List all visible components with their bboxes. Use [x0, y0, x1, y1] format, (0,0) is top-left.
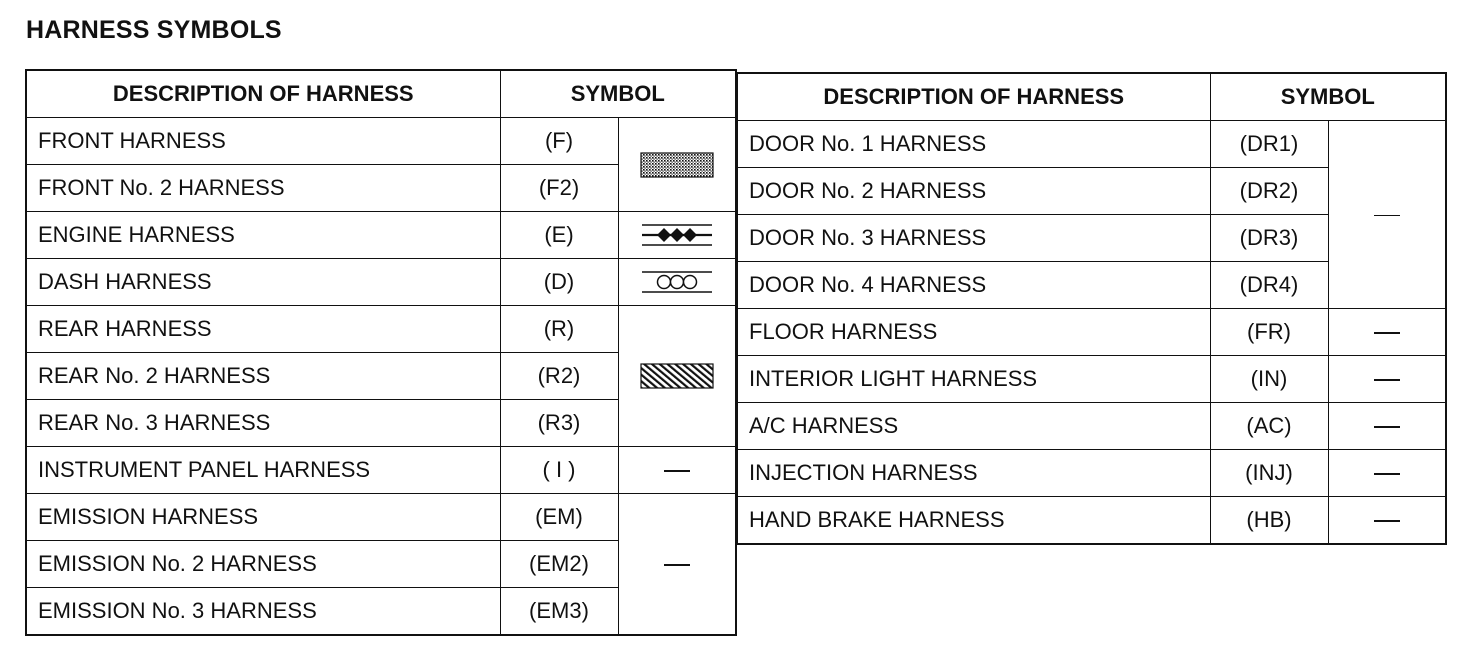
harness-code: (HB)	[1210, 497, 1328, 545]
table-row	[737, 497, 1446, 545]
harness-description: FLOOR HARNESS	[737, 309, 1210, 356]
table-row	[737, 309, 1446, 356]
table-row	[26, 212, 736, 259]
column-header-description: DESCRIPTION OF HARNESS	[26, 70, 500, 118]
harness-description: HAND BRAKE HARNESS	[737, 497, 1210, 545]
harness-description: DASH HARNESS	[26, 259, 500, 306]
harness-description: DOOR No. 3 HARNESS	[737, 215, 1210, 262]
harness-code: (AC)	[1210, 403, 1328, 450]
harness-code: (DR3)	[1210, 215, 1328, 262]
table-row	[26, 447, 736, 494]
harness-code: (F)	[500, 118, 618, 165]
harness-description: DOOR No. 1 HARNESS	[737, 121, 1210, 168]
harness-description: INSTRUMENT PANEL HARNESS	[26, 447, 500, 494]
harness-code: (INJ)	[1210, 450, 1328, 497]
table-row	[737, 356, 1446, 403]
table-row	[737, 403, 1446, 450]
dash-icon	[618, 494, 736, 636]
harness-description: REAR No. 3 HARNESS	[26, 400, 500, 447]
harness-description: DOOR No. 2 HARNESS	[737, 168, 1210, 215]
harness-code: (F2)	[500, 165, 618, 212]
circle-line-icon	[618, 259, 736, 306]
harness-table-right	[736, 72, 1447, 545]
table-row	[737, 450, 1446, 497]
harness-description: FRONT No. 2 HARNESS	[26, 165, 500, 212]
harness-table-left	[25, 69, 737, 636]
harness-description: EMISSION No. 3 HARNESS	[26, 588, 500, 636]
table-header-row	[26, 70, 736, 118]
table-row	[26, 118, 736, 165]
dash-icon	[1328, 121, 1446, 309]
harness-code: (D)	[500, 259, 618, 306]
harness-description: ENGINE HARNESS	[26, 212, 500, 259]
harness-description: A/C HARNESS	[737, 403, 1210, 450]
dash-icon	[1328, 403, 1446, 450]
dash-icon	[1328, 450, 1446, 497]
harness-description: INJECTION HARNESS	[737, 450, 1210, 497]
harness-code: (EM2)	[500, 541, 618, 588]
column-header-description: DESCRIPTION OF HARNESS	[737, 73, 1210, 121]
harness-code: (DR1)	[1210, 121, 1328, 168]
harness-code: (FR)	[1210, 309, 1328, 356]
harness-description: REAR No. 2 HARNESS	[26, 353, 500, 400]
column-header-symbol: SYMBOL	[500, 70, 736, 118]
harness-code: (EM)	[500, 494, 618, 541]
harness-description: REAR HARNESS	[26, 306, 500, 353]
harness-code: (EM3)	[500, 588, 618, 636]
harness-code: (IN)	[1210, 356, 1328, 403]
harness-code: ( I )	[500, 447, 618, 494]
table-row	[737, 121, 1446, 168]
dash-icon	[618, 447, 736, 494]
diamond-line-icon	[618, 212, 736, 259]
table-header-row	[737, 73, 1446, 121]
harness-code: (E)	[500, 212, 618, 259]
harness-description: FRONT HARNESS	[26, 118, 500, 165]
harness-code: (DR2)	[1210, 168, 1328, 215]
dash-icon	[1328, 497, 1446, 545]
table-row	[26, 494, 736, 541]
dash-icon	[1328, 309, 1446, 356]
column-header-symbol: SYMBOL	[1210, 73, 1446, 121]
dotted-shaded-bar-icon	[618, 118, 736, 212]
diagonal-hatched-bar-icon	[618, 306, 736, 447]
harness-code: (R3)	[500, 400, 618, 447]
harness-description: INTERIOR LIGHT HARNESS	[737, 356, 1210, 403]
page-title: HARNESS SYMBOLS	[26, 16, 282, 44]
dash-icon	[1328, 356, 1446, 403]
harness-description: DOOR No. 4 HARNESS	[737, 262, 1210, 309]
harness-code: (DR4)	[1210, 262, 1328, 309]
table-row	[26, 259, 736, 306]
harness-code: (R2)	[500, 353, 618, 400]
table-row	[26, 306, 736, 353]
harness-code: (R)	[500, 306, 618, 353]
harness-description: EMISSION HARNESS	[26, 494, 500, 541]
harness-description: EMISSION No. 2 HARNESS	[26, 541, 500, 588]
